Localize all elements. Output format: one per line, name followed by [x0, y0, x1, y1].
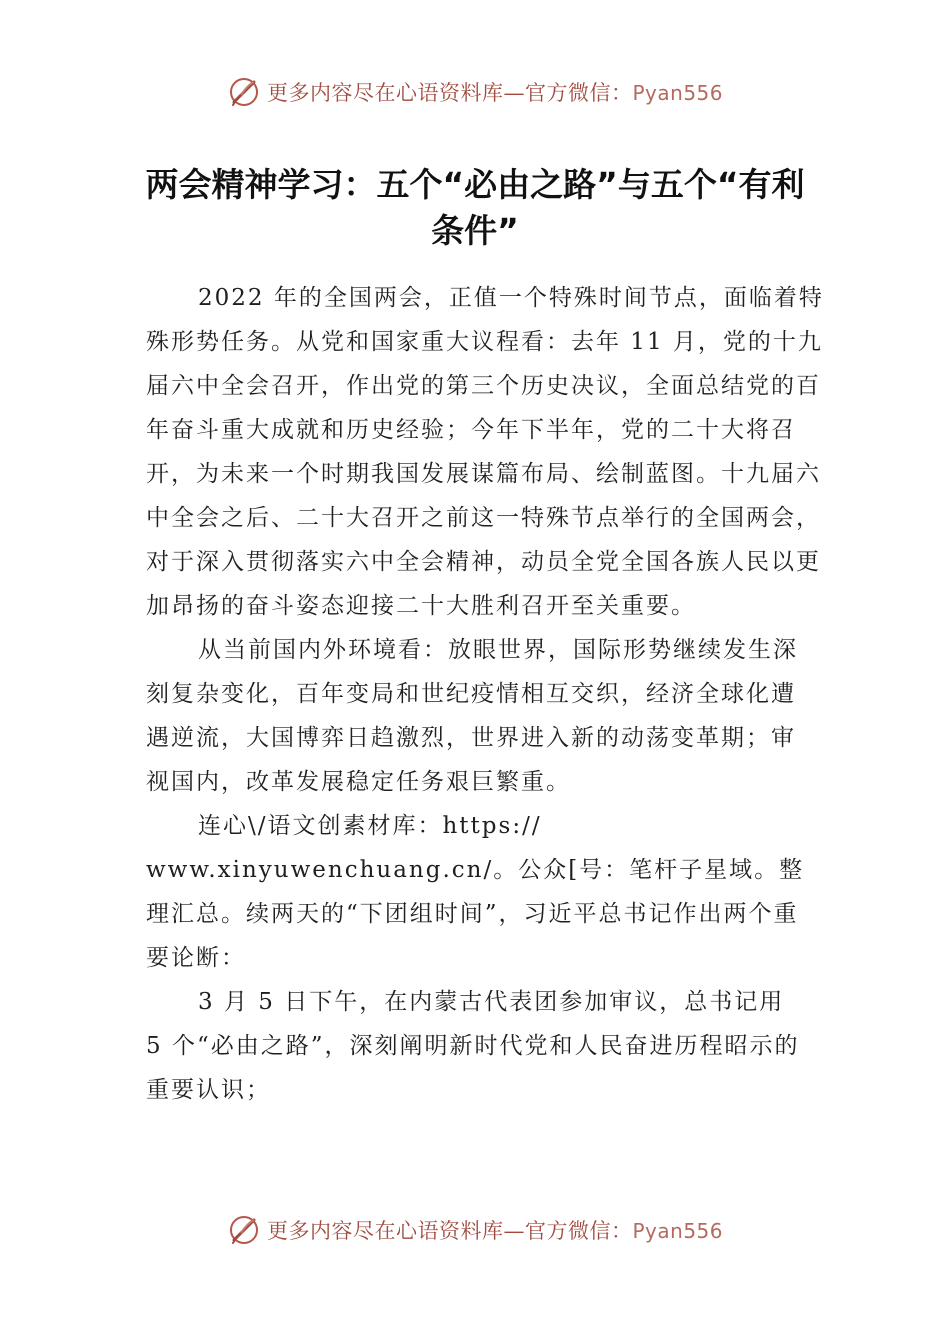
- article-body: [146, 276, 846, 1112]
- quill-logo-icon: [227, 1213, 261, 1247]
- quill-logo-icon: [227, 75, 261, 109]
- watermark-slogan: 更多内容尽在心语资料库—官方微信：: [266, 1219, 633, 1243]
- paragraph-3: 连心\/语文创素材库：https:// www.xinyuwenchuang.cn/。公众[号：笔杆子星域。整理汇总。续两天的“下团组时间”，习近平总书记作出两个重要论断：: [146, 813, 805, 971]
- paragraph-2: 从当前国内外环境看：放眼世界，国际形势继续发生深刻复杂变化，百年变局和世纪疫情相互交织，经济全球化遭遇逆流，大国博弈日趋激烈，世界进入新的动荡变革期；审视国内，改革发展稳定任务艰巨繁重。: [146, 637, 798, 795]
- paragraph-4: 3 月 5 日下午，在内蒙古代表团参加审议，总书记用 5 个“必由之路”，深刻阐明新时代党和人民奋进历程昭示的重要认识；: [146, 989, 800, 1103]
- watermark-handle: Pyan556: [632, 1219, 723, 1243]
- footer-watermark: [0, 1210, 950, 1250]
- paragraph-1: 2022 年的全国两会，正值一个特殊时间节点，面临着特殊形势任务。从党和国家重大议程看：去年 11 月，党的十九届六中全会召开，作出党的第三个历史决议，全面总结党的百年奋斗重大成就和历史经验；今年下半年，党的二十大将召开，为未来一个时期我国发展谋篇布局、绘制蓝图。十九届六中全会之后、二十大召开之前这一特殊节点举行的全国两会，对于深入贯彻落实六中全会精神，动员全党全国各族人民以更加昂扬的奋斗姿态迎接二十大胜利召开至关重要。: [146, 285, 824, 619]
- header-watermark: [0, 72, 950, 112]
- watermark-slogan: 更多内容尽在心语资料库—官方微信：: [266, 81, 633, 105]
- watermark-handle: Pyan556: [632, 81, 723, 105]
- watermark-text: [267, 77, 723, 107]
- page-title: 两会精神学习：五个“必由之路”与五个“有利条件”: [145, 165, 805, 250]
- watermark-text: [267, 1215, 723, 1245]
